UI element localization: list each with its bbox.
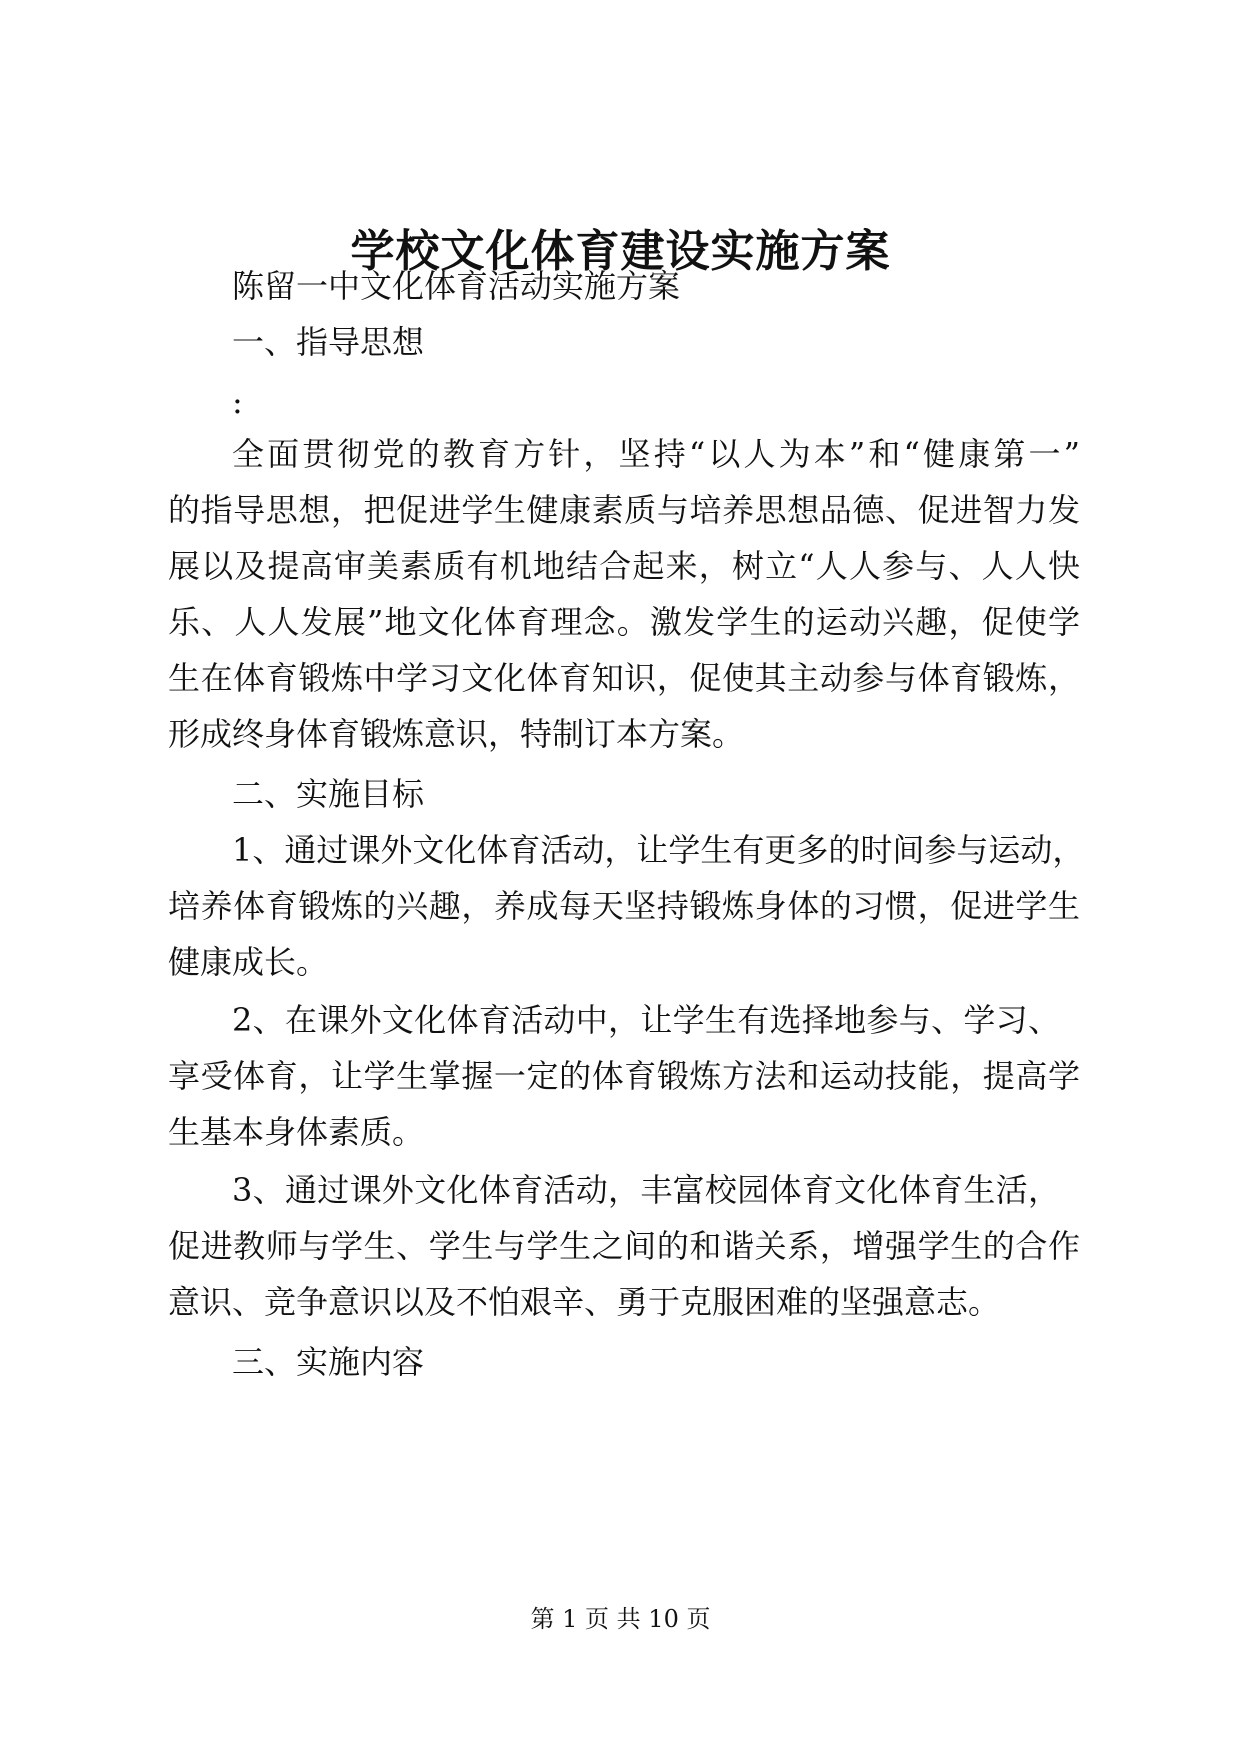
paragraph-line: 乐、人人发展”地文化体育理念。激发学生的运动兴趣，促使学 [168, 603, 1080, 641]
paragraph-line: 展以及提高审美素质有机地结合起来，树立“人人参与、人人快 [168, 547, 1080, 585]
colon-line: : [232, 383, 243, 421]
paragraph-line: 全面贯彻党的教育方针，坚持“以人为本”和“健康第一” [232, 435, 1080, 473]
objective-item-line: 健康成长。 [168, 943, 329, 981]
objective-item-line: 生基本身体素质。 [168, 1113, 425, 1151]
paragraph-line: 生在体育锻炼中学习文化体育知识，促使其主动参与体育锻炼， [168, 659, 1080, 697]
objective-item-line: 1、通过课外文化体育活动，让学生有更多的时间参与运动， [232, 831, 1085, 869]
page-footer: 第 1 页 共 10 页 [530, 1605, 711, 1633]
objective-item-line: 享受体育，让学生掌握一定的体育锻炼方法和运动技能，提高学 [168, 1057, 1080, 1095]
subtitle: 陈留一中文化体育活动实施方案 [232, 267, 681, 305]
section-heading-content: 三、实施内容 [232, 1343, 425, 1381]
section-heading-objectives: 二、实施目标 [232, 775, 425, 813]
objective-item-line: 意识、竞争意识以及不怕艰辛、勇于克服困难的坚强意志。 [168, 1283, 1001, 1321]
objective-item-line: 3、通过课外文化体育活动，丰富校园体育文化体育生活， [232, 1171, 1060, 1209]
objective-item-line: 培养体育锻炼的兴趣，养成每天坚持锻炼身体的习惯，促进学生 [168, 887, 1080, 925]
paragraph-line: 形成终身体育锻炼意识，特制订本方案。 [168, 715, 745, 753]
document-title: 学校文化体育建设实施方案 [350, 226, 891, 277]
objective-item-line: 促进教师与学生、学生与学生之间的和谐关系，增强学生的合作 [168, 1227, 1080, 1265]
paragraph-line: 的指导思想，把促进学生健康素质与培养思想品德、促进智力发 [168, 491, 1080, 529]
objective-item-line: 2、在课外文化体育活动中，让学生有选择地参与、学习、 [232, 1001, 1060, 1039]
section-heading-guiding-ideology: 一、指导思想 [232, 323, 425, 361]
